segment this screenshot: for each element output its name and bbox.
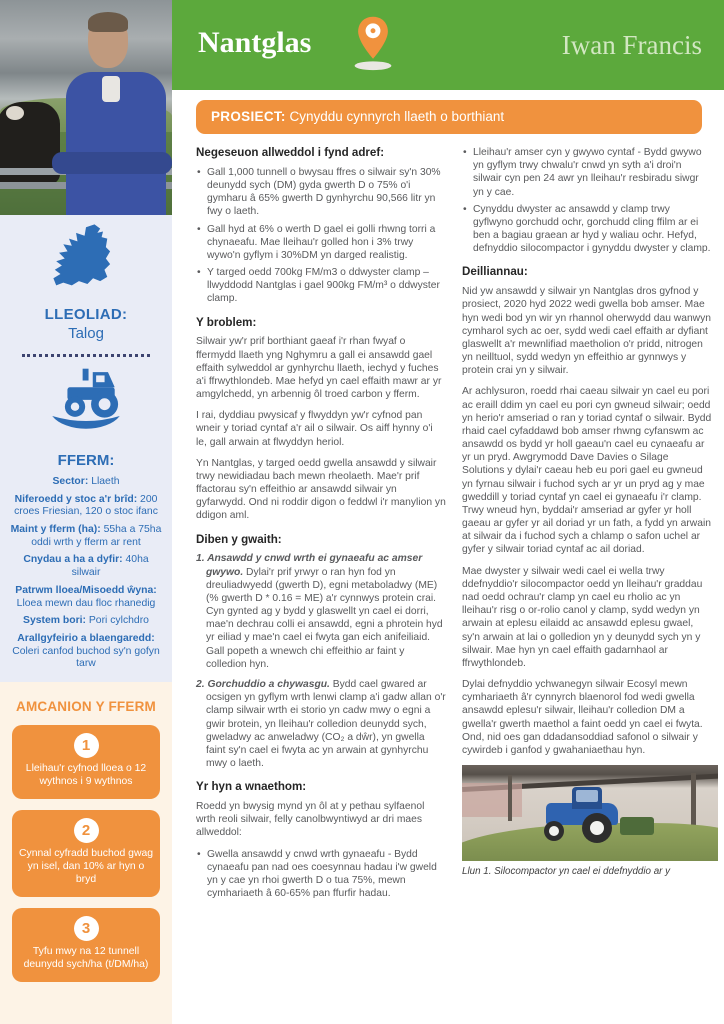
photo-rear-rim <box>590 821 604 835</box>
numbered-item-lead: 2. Gorchuddio a chywasgu. <box>196 678 330 690</box>
farm-detail-label: Maint y fferm (ha): <box>10 524 101 536</box>
farm-detail-label: Niferoedd y stoc a'r brîd: <box>14 493 138 505</box>
goals-title: AMCANION Y FFERM <box>16 699 156 714</box>
photo-farmer-arm <box>52 152 172 174</box>
farm-detail-label: Patrwm lloea/Misoedd ŵyna: <box>15 584 157 596</box>
farmer-photo <box>0 0 172 215</box>
farm-detail-value: 200 croes Friesian, 120 o stoc ifanc <box>14 493 158 518</box>
project-label: PROSIECT: <box>211 109 286 124</box>
farm-detail-row <box>8 494 164 519</box>
list-item: • Gwella ansawdd y cnwd wrth gynaeafu - Bydd cynaeafu pan nad oes coesynnau hadau i'w gweld yn y cae yn rhoi gwerth D o tua 75%, mewn cymhariaeth â 60-65% pan ffurfir hadau. <box>196 848 446 901</box>
location-pin-icon <box>352 14 394 77</box>
location-label: LLEOLIAD: <box>44 306 128 323</box>
photo-implement <box>620 817 654 835</box>
photo-farmer-collar <box>102 76 120 102</box>
section-title-problem: Y broblem: <box>196 315 257 329</box>
tractor-icon <box>0 367 172 448</box>
paragraph: Mae dwyster y silwair wedi cael ei wella trwy ddefnyddio'r silocompactor oedd yn lleihau'r graddau nad oedd ochrau'r clamp yn cael eu rholio ac yn lleihau'r risg o or-rolio canol y clamp, sydd wedyn yn arwain at eplesu eilaidd ac ansawdd eplesu gwael, sy'n arwain at lai o golledion yn y deunydd sych yn y silwair. Mae hyn yn cael effaith gadarnhaol ar ffrwythlondeb. <box>462 565 703 669</box>
farm-detail-value: Llaeth <box>91 476 120 487</box>
paragraph: Yn Nantglas, y targed oedd gwella ansawdd y silwair trwy newidiadau bach mewn rheolaeth. Mae'r prif ffactorau sy'n effeithio ar ansawdd silwair yn gyfarwydd. Ond ni roddir digon o feddwl i'r manylion yn ddigon aml. <box>196 457 446 522</box>
goal-text: Cynnal cyfradd buchod gwag yn isel, dan 10% ar hyn o bryd <box>19 848 154 885</box>
goal-number-badge: 3 <box>74 916 99 941</box>
paragraph: Dylai defnyddio ychwanegyn silwair Ecosyl mewn cymhariaeth â'r cynnyrch blaenorol fod wedi gwella ansawdd eplesu'r silwair, lleihau'r colledion DM a gwella'r gwerth maethol a faint oedd yn cael ei fwyta. Ond, nid oes gan ddadansoddiad safonol o silwair y cywirdeb i ganfod y gwahaniaethau hyn. <box>462 679 703 756</box>
farm-detail-row <box>8 633 164 671</box>
farm-detail-label: Sector: <box>52 476 89 487</box>
farm-detail-label: System bori: <box>23 615 86 627</box>
photo-caption: Llun 1. Silocompactor yn cael ei ddefnyddio ar y <box>462 866 671 878</box>
key-messages-list <box>196 166 446 306</box>
numbered-item-text: Bydd cael gwared ar ocsigen yn gyflym wrth lenwi clamp a'i gadw allan o'r clamp silwair wrth ei storio yn cadw mwy o egni a gwir brotein, yn lleihau'r colledion deunydd sych, gweladwy ac anweladwy (CO₂ a dŵr), yn gwella faint sy'n cael ei fwyta ac yn arwain at gynhyrchu mwy o laeth. <box>206 678 446 770</box>
dotted-divider <box>22 354 150 357</box>
paragraph: Nid yw ansawdd y silwair yn Nantglas dros gyfnod y prosiect, 2020 hyd 2022 wedi gwella bob amser. Mae hyn wedi bod yn wir yn rhannol oherwydd dau wanwyn cymharol sych ac oer, sydd wedi cael effaith ar dyfiant glaswellt a'r mewnlifiad maetholion o'r pridd, nitrogen yn neilltuol, sydd wedyn yn effeithio ar gynnwys y protein crai yn y silwair. <box>462 286 711 377</box>
what-we-did-list <box>196 848 446 901</box>
wales-map-icon <box>0 223 172 306</box>
author-name: Iwan Francis <box>561 30 702 60</box>
section-title-outcomes: Deilliannau: <box>462 265 528 279</box>
paragraph: Ar achlysuron, roedd rhai caeau silwair yn cael eu pori ac eraill ddim yn cael eu pori cyn gwneud silwair; oedd yn herio'r amseriad o ran y toriad cyntaf o silwair. Bydd rhaid cael cyfaddawd bob amser rhwng cyfanswm ac ansawdd os bydd yr holl gaeau'n cael eu cynaeafu ar yr un pryd. Awgrymodd Dave Davies o Silage Solutions y dylai'r caeau heb eu pori gael eu gwneud yn fyrnau silwair i fuchod sych ar yr un pryd ag y mae gweddill y toriad cyntaf yn cael ei gynaeafu i'r clamp. Trwy wneud hyn, byddai'r amseriad ar gyfer yr holl gaeau ar gyfer yr ail doriad yr un fath, a fydd yn arwain at silwair da i fuchod sych a chlamp o safon uchel ar gyfer y silwair toriad cyntaf ac ail doriad. <box>462 386 712 556</box>
column-2 <box>462 144 712 906</box>
left-column <box>0 0 172 1024</box>
list-item: • Lleihau'r amser cyn y gwywo cyntaf - Bydd gwywo yn gyflym trwy chwalu'r cnwd yn syth a'i droi'n silwair cyn pen 24 awr yn lleihau'r resbiradu siwgr yn y cae. <box>462 146 712 199</box>
numbered-item-lead: 1. Ansawdd y cnwd wrth ei gynaeafu ac amser gwywo. <box>196 553 423 578</box>
farm-detail-value: Pori cylchdro <box>88 615 149 627</box>
photo-wall-panel <box>462 783 522 817</box>
paragraph: Silwair yw'r prif borthiant gaeaf i'r rhan fwyaf o ffermydd llaeth yng Nghymru a gall ei ansawdd gael effaith sylweddol ar gynhyrchu llaeth, iechyd y fuches a'i ffrwythlondeb. Mae hefyd yn cael effaith mawr ar yr amgylchedd, yn arbennig ôl troed carbon y fferm. <box>196 336 442 401</box>
photo-post <box>508 775 512 821</box>
farm-detail-value: 40ha silwair <box>71 554 149 579</box>
goal-number-badge: 1 <box>74 733 99 758</box>
list-item: • Cynyddu dwyster ac ansawdd y clamp trwy gyflwyno gorchudd ochr, gorchudd cling ffilm ar ei ben a bagiau graean ar hyd y waliau ochr. Hefyd, defnyddio silocompactor i gynyddu dwyster y clamp. <box>462 203 712 256</box>
farm-label: FFERM: <box>57 452 115 469</box>
project-title: Cynyddu cynnyrch llaeth o borthiant <box>285 109 505 124</box>
farm-detail-label: Arallgyfeirio a blaengaredd: <box>17 632 155 644</box>
paragraph: Roedd yn bwysig mynd yn ôl at y pethau sylfaenol wrth reoli silwair, felly canolbwyntiwyd ar dri maes allweddol: <box>196 801 425 839</box>
page-header <box>172 0 724 90</box>
numbered-item <box>196 552 446 671</box>
farm-detail-value: Coleri canfod buchod sy'n gofyn tarw <box>12 645 160 670</box>
list-item: • Gall hyd at 6% o werth D gael ei golli rhwng torri a chynaeafu. Mae lleihau'r golled hon i 3% trwy wywo'n gyflym i 30%DM yn darged realistig. <box>196 223 446 263</box>
section-title-what-we-did: Yr hyn a wnaethom: <box>196 780 307 794</box>
photo-front-rim <box>549 826 559 836</box>
brand-title: Nantglas <box>198 26 312 59</box>
farm-detail-label: Cnydau a ha a dyfir: <box>23 554 123 566</box>
paragraph: I rai, dyddiau pwysicaf y flwyddyn yw'r cyfnod pan wneir y toriad cyntaf a'r ail o silwair. Os aiff hynny o'i le, gall arwain at flwyddyn heriol. <box>196 410 433 448</box>
farm-details <box>0 469 172 671</box>
farm-detail-value: Lloea mewn dau floc rhanedig <box>16 597 156 609</box>
project-banner <box>196 100 702 134</box>
list-item: • Y targed oedd 700kg FM/m3 o ddwyster clamp – llwyddodd Nantglas i gael 900kg FM/m³ o ddwyster clamp. <box>196 266 446 306</box>
farm-detail-row <box>8 615 164 628</box>
location-farm-panel <box>0 215 172 682</box>
what-we-did-list-continued <box>462 146 712 255</box>
goal-card-3 <box>12 908 160 982</box>
goal-text: Tyfu mwy na 12 tunnell deunydd sych/ha (t/DM/ha) <box>23 946 149 970</box>
location-value: Talog <box>68 325 104 342</box>
numbered-item-text: Dylai'r prif yrwyr o ran hyn fod yn dreuliadwyedd (gwerth D), egni metaboladwy (ME) (% gwerth D * 0.16 = ME) a'r cynnwys protein crai. Cyn gynted ag y bydd y glaswellt yn cael ei dorri, mae'n dechrau colli ei ansawdd, egni a phrotein hyd yr eiliad y mae'n cael ei fwyta gan eich anifeiliaid. Gall popeth a wnewch chi effeithio ar faint y colledion hyn. <box>206 566 443 670</box>
farm-detail-value: 55ha a 75ha oddi wrth y fferm ar rent <box>31 524 162 548</box>
goal-card-2 <box>12 810 160 897</box>
photo-farmer-hair <box>88 12 128 32</box>
goal-text: Lleihau'r cyfnod lloea o 12 wythnos i 9 wythnos <box>25 763 147 787</box>
section-title-key-messages: Negeseuon allweddol i fynd adref: <box>196 146 385 159</box>
photo-tractor-window <box>576 790 598 802</box>
farm-detail-row <box>8 524 164 549</box>
list-item: • Gall 1,000 tunnell o bwysau ffres o silwair sy'n 30% deunydd sych (DM) gyda gwerth D o 75% o'i gymharu â 65% gwerth D gynhyrchu 90,566 litr yn fwy o laeth. <box>196 166 446 219</box>
goal-number-badge: 2 <box>74 818 99 843</box>
section-title-purpose: Diben y gwaith: <box>196 532 282 546</box>
farm-goals-panel <box>0 682 172 1024</box>
goal-card-1 <box>12 725 160 799</box>
main-content <box>196 144 712 906</box>
farm-detail-row <box>8 476 164 489</box>
column-1 <box>196 144 446 906</box>
farm-detail-row <box>8 554 164 579</box>
numbered-item <box>196 678 446 770</box>
silocompactor-photo <box>462 765 718 861</box>
farm-detail-row <box>8 585 164 610</box>
